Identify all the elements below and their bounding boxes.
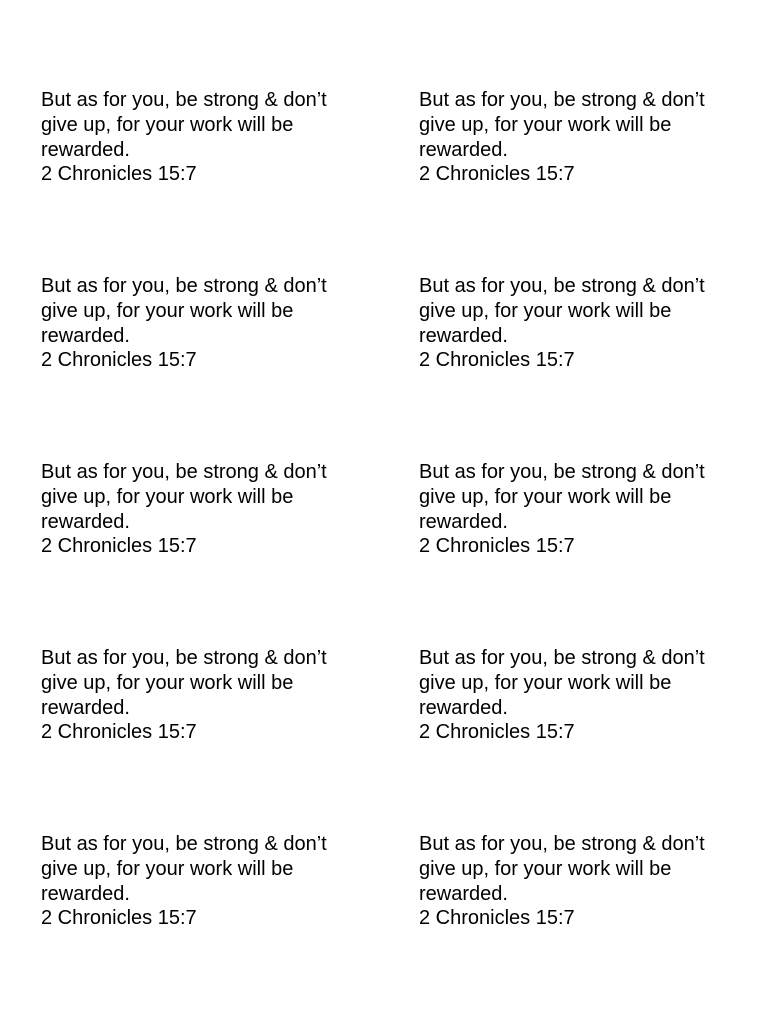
verse-reference: 2 Chronicles 15:7 (419, 163, 575, 186)
verse-line: But as for you, be strong & don’t (419, 833, 705, 855)
verse-reference: 2 Chronicles 15:7 (419, 907, 575, 930)
verse-card (419, 460, 739, 559)
verse-line: But as for you, be strong & don’t (419, 275, 705, 297)
verse-line: give up, for your work will be (419, 299, 672, 322)
verse-line: But as for you, be strong & don’t (41, 89, 327, 111)
verse-line: give up, for your work will be (41, 485, 294, 508)
verse-line: rewarded. (41, 696, 130, 719)
verse-line: give up, for your work will be (419, 113, 672, 136)
verse-line: But as for you, be strong & don’t (41, 275, 327, 297)
verse-line: give up, for your work will be (41, 671, 294, 694)
verse-card (41, 88, 361, 187)
verse-line: rewarded. (41, 882, 130, 905)
verse-reference: 2 Chronicles 15:7 (419, 535, 575, 558)
verse-card (41, 274, 361, 373)
verse-line: rewarded. (419, 882, 508, 905)
verse-reference: 2 Chronicles 15:7 (41, 907, 197, 930)
verse-line: rewarded. (419, 324, 508, 347)
verse-reference: 2 Chronicles 15:7 (419, 721, 575, 744)
verse-reference: 2 Chronicles 15:7 (41, 163, 197, 186)
verse-line: But as for you, be strong & don’t (41, 461, 327, 483)
verse-card (419, 274, 739, 373)
verse-reference: 2 Chronicles 15:7 (41, 721, 197, 744)
verse-line: rewarded. (419, 138, 508, 161)
verse-line: But as for you, be strong & don’t (419, 461, 705, 483)
verse-line: give up, for your work will be (41, 299, 294, 322)
verse-card (41, 460, 361, 559)
verse-line: rewarded. (41, 138, 130, 161)
verse-line: give up, for your work will be (419, 671, 672, 694)
verse-line: give up, for your work will be (41, 113, 294, 136)
verse-line: But as for you, be strong & don’t (41, 647, 327, 669)
verse-line: But as for you, be strong & don’t (419, 89, 705, 111)
verse-card (41, 832, 361, 931)
verse-line: But as for you, be strong & don’t (41, 833, 327, 855)
verse-line: rewarded. (419, 696, 508, 719)
verse-line: But as for you, be strong & don’t (419, 647, 705, 669)
verse-reference: 2 Chronicles 15:7 (41, 535, 197, 558)
verse-reference: 2 Chronicles 15:7 (41, 349, 197, 372)
verse-line: give up, for your work will be (419, 857, 672, 880)
verse-card (419, 646, 739, 745)
verse-line: rewarded. (419, 510, 508, 533)
verse-line: rewarded. (41, 510, 130, 533)
verse-card (41, 646, 361, 745)
verse-card (419, 832, 739, 931)
verse-line: give up, for your work will be (419, 485, 672, 508)
verse-line: rewarded. (41, 324, 130, 347)
verse-reference: 2 Chronicles 15:7 (419, 349, 575, 372)
verse-line: give up, for your work will be (41, 857, 294, 880)
verse-card (419, 88, 739, 187)
